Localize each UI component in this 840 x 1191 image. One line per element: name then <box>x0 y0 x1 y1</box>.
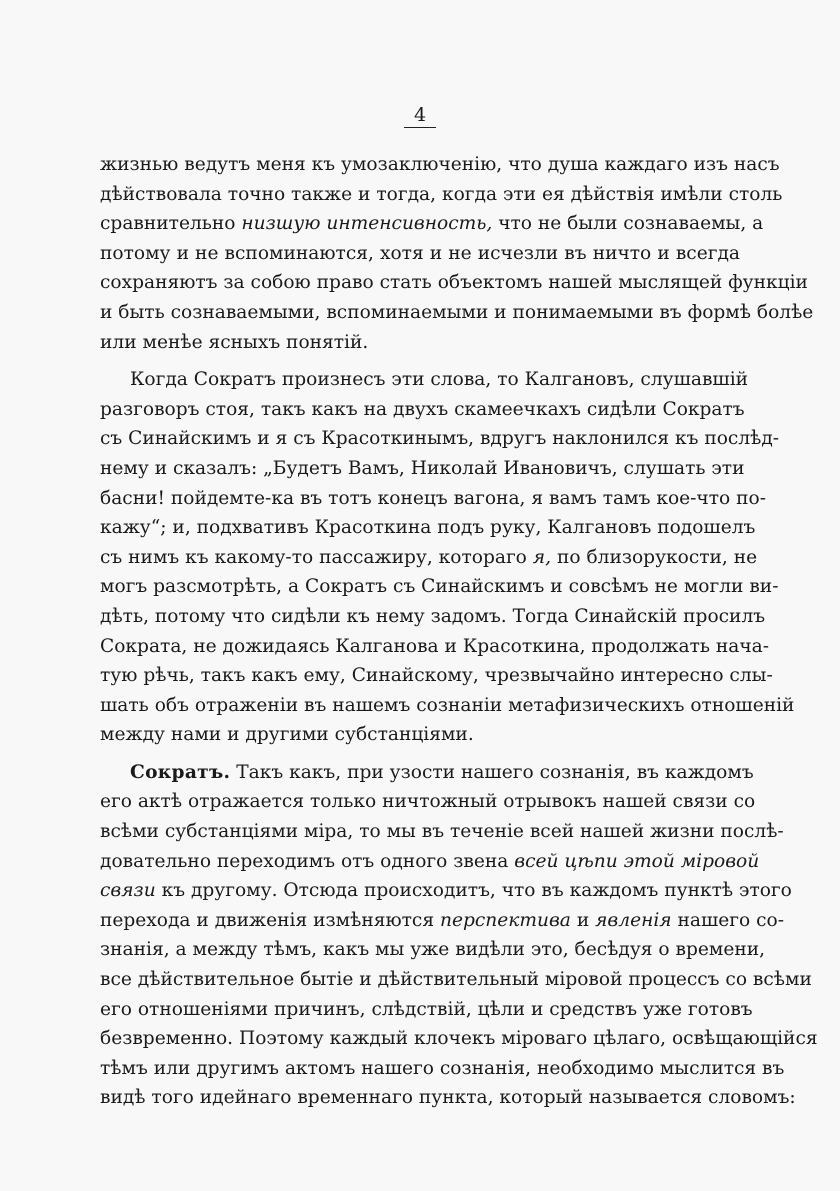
text-line: безвременно. Поэтому каждый клочекъ міроваго цѣлаго, освѣщающійся <box>100 1028 818 1050</box>
text-line: видѣ того идейнаго временнаго пункта, который называется словомъ: <box>100 1087 796 1109</box>
paragraph-2 <box>100 365 795 750</box>
paragraph-1 <box>100 150 814 357</box>
text-line: его отношеніями причинъ, слѣдствій, цѣли и средствъ уже готовъ <box>100 998 753 1020</box>
text-line: тую рѣчь, такъ какъ ему, Синайскому, чрезвычайно интересно слы- <box>100 665 773 687</box>
text-line: съ нимъ къ какому-то пассажиру, котораго я, по близорукости, не <box>100 546 758 568</box>
body-text <box>100 150 818 1113</box>
text-line: тѣмъ или другимъ актомъ нашего сознанія, необходимо мыслится въ <box>100 1057 785 1079</box>
text-line: дѣть, потому что сидѣли къ нему задомъ. Тогда Синайскій просилъ <box>100 605 766 627</box>
text-line: Сократа, не дожидаясь Калганова и Красоткина, продолжать нача- <box>100 635 770 657</box>
text-line: дѣйствовала точно также и тогда, когда эти ея дѣйствія имѣли столь <box>100 183 783 205</box>
text-line: сохраняютъ за собою право стать объектомъ нашей мыслящей функціи <box>100 272 808 294</box>
text-line: съ Синайскимъ и я съ Красоткинымъ, вдругъ наклонился къ послѣд- <box>100 428 780 450</box>
text-line: довательно переходимъ отъ одного звена всей цѣпи этой міровой <box>100 850 760 872</box>
text-line: или менѣе ясныхъ понятій. <box>100 331 369 353</box>
text-line: его актѣ отражается только ничтожный отрывокъ нашей связи со <box>100 791 756 813</box>
text-line: жизнью ведутъ меня къ умозаключенію, что душа каждаго изъ насъ <box>100 154 780 175</box>
text-line: все дѣйствительное бытіе и дѣйствительный міровой процессъ со всѣми <box>100 969 812 991</box>
speaker-name: Сократъ. <box>130 761 231 783</box>
text-line: могъ разсмотрѣть, а Сократъ съ Синайскимъ и совсѣмъ не могли ви- <box>100 576 779 598</box>
text-line: Сократъ. Такъ какъ, при узости нашего сознанія, въ каждомъ <box>130 761 754 783</box>
text-line: Когда Сократъ произнесъ эти слова, то Калгановъ, слушавшій <box>130 369 749 391</box>
text-line: знанія, а между тѣмъ, какъ мы уже видѣли это, бесѣдуя о времени, <box>100 939 766 961</box>
text-line: разговоръ стоя, такъ какъ на двухъ скамеечкахъ сидѣли Сократъ <box>100 398 745 420</box>
text-line: и быть сознаваемыми, вспоминаемыми и понимаемыми въ формѣ болѣе <box>100 301 814 323</box>
text-line: шать объ отраженіи въ нашемъ сознаніи метафизическихъ отношеній <box>100 694 795 716</box>
paragraph-3 <box>100 758 818 1113</box>
page-number: 4 <box>404 104 436 128</box>
text-line: басни! пойдемте-ка въ тотъ конецъ вагона, я вамъ тамъ кое-что по- <box>100 487 766 509</box>
text-line: сравнительно низшую интенсивность, что не были сознаваемы, а <box>100 213 764 235</box>
text-line: нему и сказалъ: „Будетъ Вамъ, Николай Ивановичъ, слушать эти <box>100 457 745 479</box>
text-line: всѣми субстанціями міра, то мы въ теченіе всей нашей жизни послѣ- <box>100 821 784 843</box>
text-line: между нами и другими субстанціями. <box>100 724 474 746</box>
text-line: перехода и движенія измѣняются перспектива и явленія нашего со- <box>100 909 785 931</box>
text-line: кажу“; и, подхвативъ Красоткина подъ руку, Калгановъ подошелъ <box>100 517 756 539</box>
text-line: связи къ другому. Отсюда происходитъ, что въ каждомъ пунктѣ этого <box>100 880 792 902</box>
text-line: потому и не вспоминаются, хотя и не исчезли въ ничто и всегда <box>100 242 740 264</box>
page-number-container <box>0 104 840 128</box>
